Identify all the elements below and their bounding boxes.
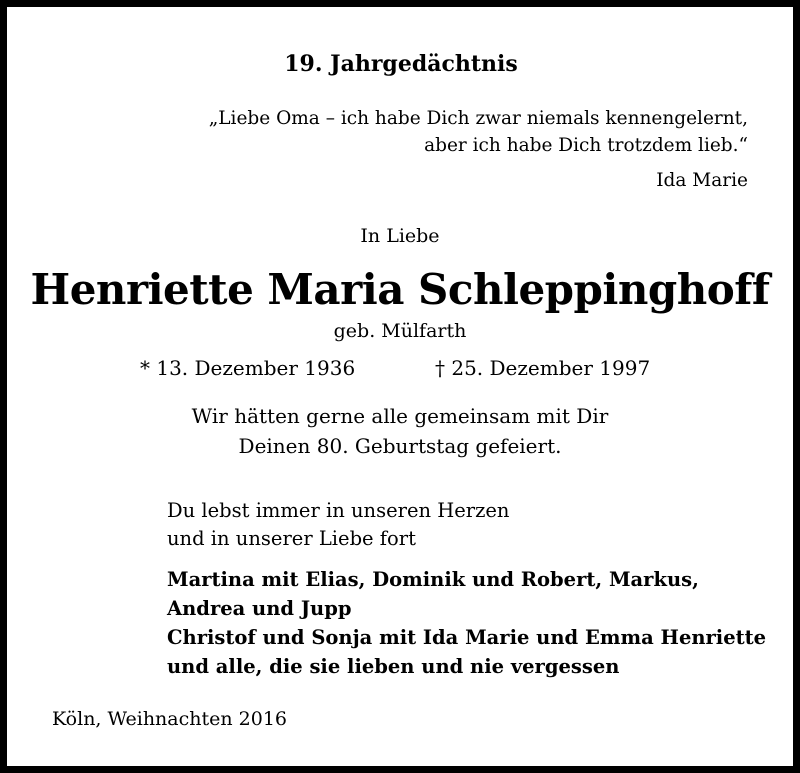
quote-line-2: aber ich habe Dich trotzdem lieb.“	[424, 135, 748, 156]
maiden-name: geb. Mülfarth	[333, 320, 467, 342]
wish-line-2: Deinen 80. Geburtstag gefeiert.	[238, 434, 562, 458]
remembrance-line-1: Du lebst immer in unseren Herzen	[167, 499, 510, 522]
quote-line-1: „Liebe Oma – ich habe Dich zwar niemals kennengelernt,	[208, 108, 748, 129]
remembrance-line-2: und in unserer Liebe fort	[167, 527, 416, 550]
place-and-date: Köln, Weihnachten 2016	[52, 708, 288, 730]
family-line-3: Christof und Sonja mit Ida Marie und Emma Henriette	[167, 626, 767, 649]
birthday-wish	[7, 401, 793, 461]
death-date: † 25. Dezember 1997	[435, 356, 651, 380]
family-line-2: Andrea und Jupp	[167, 597, 352, 620]
family-line-1: Martina mit Elias, Dominik und Robert, Markus,	[167, 568, 699, 591]
remembrance-text	[167, 497, 510, 553]
dedication-quote	[209, 105, 748, 159]
family-line-4: und alle, die sie lieben und nie vergessen	[167, 655, 620, 678]
in-love-caption: In Liebe	[360, 225, 440, 247]
quote-author: Ida Marie	[656, 170, 748, 191]
deceased-name: Henriette Maria Schleppinghoff	[30, 265, 770, 314]
birth-date: * 13. Dezember 1936	[140, 356, 356, 380]
anniversary-heading: 19. Jahrgedächtnis	[284, 51, 518, 77]
wish-line-1: Wir hätten gerne alle gemeinsam mit Dir	[191, 404, 609, 428]
family-signatures	[167, 565, 766, 681]
